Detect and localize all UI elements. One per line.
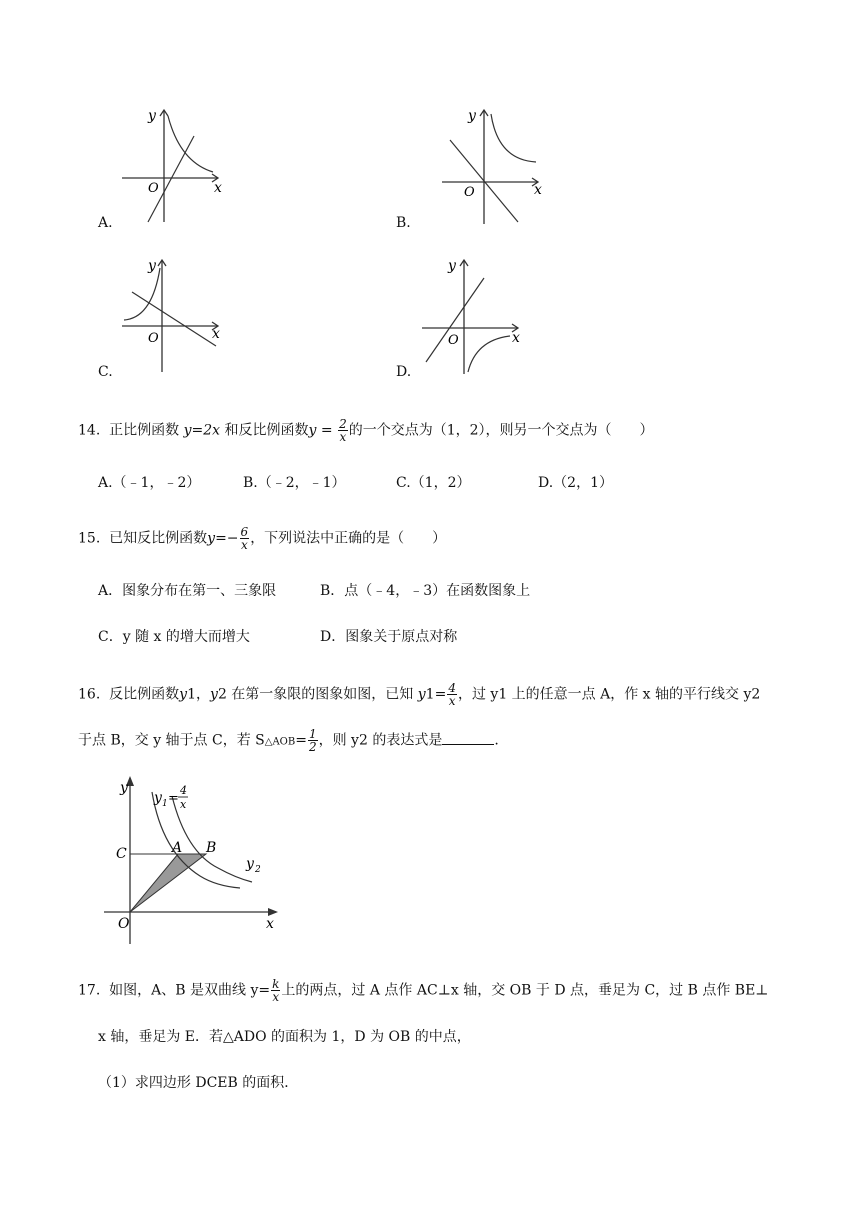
q15-number: 15. — [78, 530, 101, 547]
axis-y-label: y — [148, 108, 156, 124]
fig-point-a: A — [172, 840, 183, 856]
q16-number: 16. — [78, 686, 101, 703]
q16-text: 2 — [751, 686, 761, 703]
q14-option-d[interactable]: D.（2，1） — [538, 475, 613, 491]
axis-x-label: x — [214, 180, 222, 196]
q14-fraction — [338, 418, 348, 443]
q14-number: 14. — [78, 422, 101, 439]
axis-x-label: x — [512, 330, 520, 346]
q16-text: △AOB — [264, 736, 296, 748]
q15-frac-den: x — [240, 538, 248, 552]
q15-stem — [78, 526, 446, 551]
q13-graph-c — [118, 254, 230, 376]
q16-text: 反比例函数 — [109, 686, 180, 703]
axis-y-label: y — [148, 258, 156, 274]
q17-fraction — [271, 978, 280, 1003]
origin-label: O — [148, 181, 159, 196]
q14-option-b[interactable]: B.（﹣2，﹣1） — [243, 475, 346, 491]
q16-text: ，过 y — [457, 686, 499, 703]
q15-option-c[interactable]: C．y 随 x 的增大而增大 — [98, 629, 250, 645]
q16-text: y — [210, 686, 218, 703]
q16-figure-svg — [100, 772, 290, 950]
q17-frac-num: k — [272, 977, 280, 991]
q14-text-c: 的一个交点为（1，2），则另一个交点为（ ） — [348, 422, 654, 439]
q17-number: 17. — [78, 982, 101, 999]
axis-y-label: y — [448, 258, 456, 274]
fig-y1-num: 4 — [180, 784, 187, 797]
graph-c-svg — [118, 254, 230, 376]
origin-label: O — [148, 331, 159, 346]
q14-expr1: y=2x — [183, 422, 221, 439]
q16-frac2-num: 1 — [308, 727, 317, 741]
q17-text: 如图，A、B 是双曲线 y= — [109, 982, 271, 999]
fig-origin-label: O — [118, 916, 130, 932]
q16-text: ，则 y — [318, 732, 359, 749]
q16-answer-blank[interactable] — [442, 732, 494, 745]
q16-stem-line2 — [78, 728, 499, 753]
q14-frac-num: 2 — [339, 417, 347, 431]
q16-text: . — [494, 732, 499, 749]
fig-y1-label: y — [154, 790, 162, 806]
q16-stem-line1 — [78, 682, 760, 707]
graph-d-svg — [418, 254, 530, 376]
q13-graph-d — [418, 254, 530, 376]
q14-text-b: 和反比例函数 — [224, 422, 309, 439]
fig-y2-label: y — [246, 856, 254, 872]
q16-text: 于点 B，交 y 轴于点 C，若 S — [78, 732, 265, 749]
q15-text-b: ，下列说法中正确的是（ ） — [250, 530, 447, 547]
fig-y2-sub: 2 — [255, 865, 261, 875]
q13-option-b-label[interactable]: B. — [396, 215, 411, 231]
q16-text: y — [417, 686, 426, 703]
origin-label: O — [464, 185, 475, 200]
fig-point-b: B — [206, 840, 217, 856]
q14-expr2-lhs: y = — [308, 422, 333, 439]
q16-text: y — [179, 686, 188, 703]
fig-y1-eq: = — [168, 791, 179, 806]
origin-label: O — [448, 333, 459, 348]
q16-text: 2 的表达式是 — [358, 732, 443, 749]
q16-frac2-den: 2 — [308, 740, 317, 754]
q15-fraction — [240, 526, 250, 551]
q13-graph-b — [436, 102, 551, 227]
q14-stem — [78, 418, 654, 443]
graph-b-svg — [436, 102, 551, 227]
q17-frac-den: x — [272, 990, 280, 1004]
q16-text: = — [295, 732, 307, 749]
fig-y-label: y — [120, 780, 128, 796]
q15-expr-lhs: y=− — [207, 530, 239, 547]
q17-subquestion-1: （1）求四边形 DCEB 的面积． — [98, 1075, 299, 1091]
fig-x-label: x — [266, 916, 274, 932]
q13-option-d-label[interactable]: D. — [396, 364, 412, 380]
q13-option-c-label[interactable]: C. — [98, 364, 113, 380]
axis-x-label: x — [534, 182, 542, 198]
q15-option-a[interactable]: A．图象分布在第一、三象限 — [98, 583, 277, 599]
graph-a-svg — [118, 102, 228, 227]
q16-figure — [100, 772, 290, 950]
q14-text-a: 正比例函数 — [109, 422, 180, 439]
q15-option-d[interactable]: D．图象关于原点对称 — [320, 629, 458, 645]
q16-text: 1 上的任意一点 A，作 x 轴的平行线交 y — [498, 686, 752, 703]
q16-text: 1， — [187, 686, 211, 703]
q13-graph-a — [118, 102, 228, 227]
q17-text: 上的两点，过 A 点作 AC⊥x 轴，交 OB 于 D 点，垂足为 C，过 B 点作 BE⊥ — [281, 982, 769, 999]
q17-stem-line1 — [78, 978, 768, 1003]
q16-text: 2 在第一象限的图象如图，已知 — [217, 686, 414, 703]
q16-frac1-den: x — [448, 694, 456, 708]
fig-y1-sub: 1 — [162, 799, 168, 809]
q16-text: 1= — [425, 686, 447, 703]
q14-option-a[interactable]: A.（﹣1，﹣2） — [98, 475, 201, 491]
q15-frac-num: 6 — [240, 525, 249, 539]
fig-point-c: C — [116, 846, 127, 862]
q13-option-a-label[interactable]: A. — [98, 215, 113, 231]
q16-frac1-num: 4 — [448, 681, 456, 695]
q17-stem-line2: x 轴，垂足为 E．若△ADO 的面积为 1，D 为 OB 的中点， — [98, 1029, 471, 1045]
axis-x-label: x — [212, 326, 220, 342]
fig-y1-den: x — [180, 798, 187, 811]
q16-fraction-2 — [308, 728, 318, 753]
q14-frac-den: x — [339, 430, 347, 444]
q14-option-c[interactable]: C.（1，2） — [396, 475, 471, 491]
axis-y-label: y — [468, 108, 476, 124]
q16-fraction-1 — [447, 682, 457, 707]
q15-option-b[interactable]: B．点（﹣4，﹣3）在函数图象上 — [320, 583, 531, 599]
q15-text-a: 已知反比例函数 — [109, 530, 208, 547]
